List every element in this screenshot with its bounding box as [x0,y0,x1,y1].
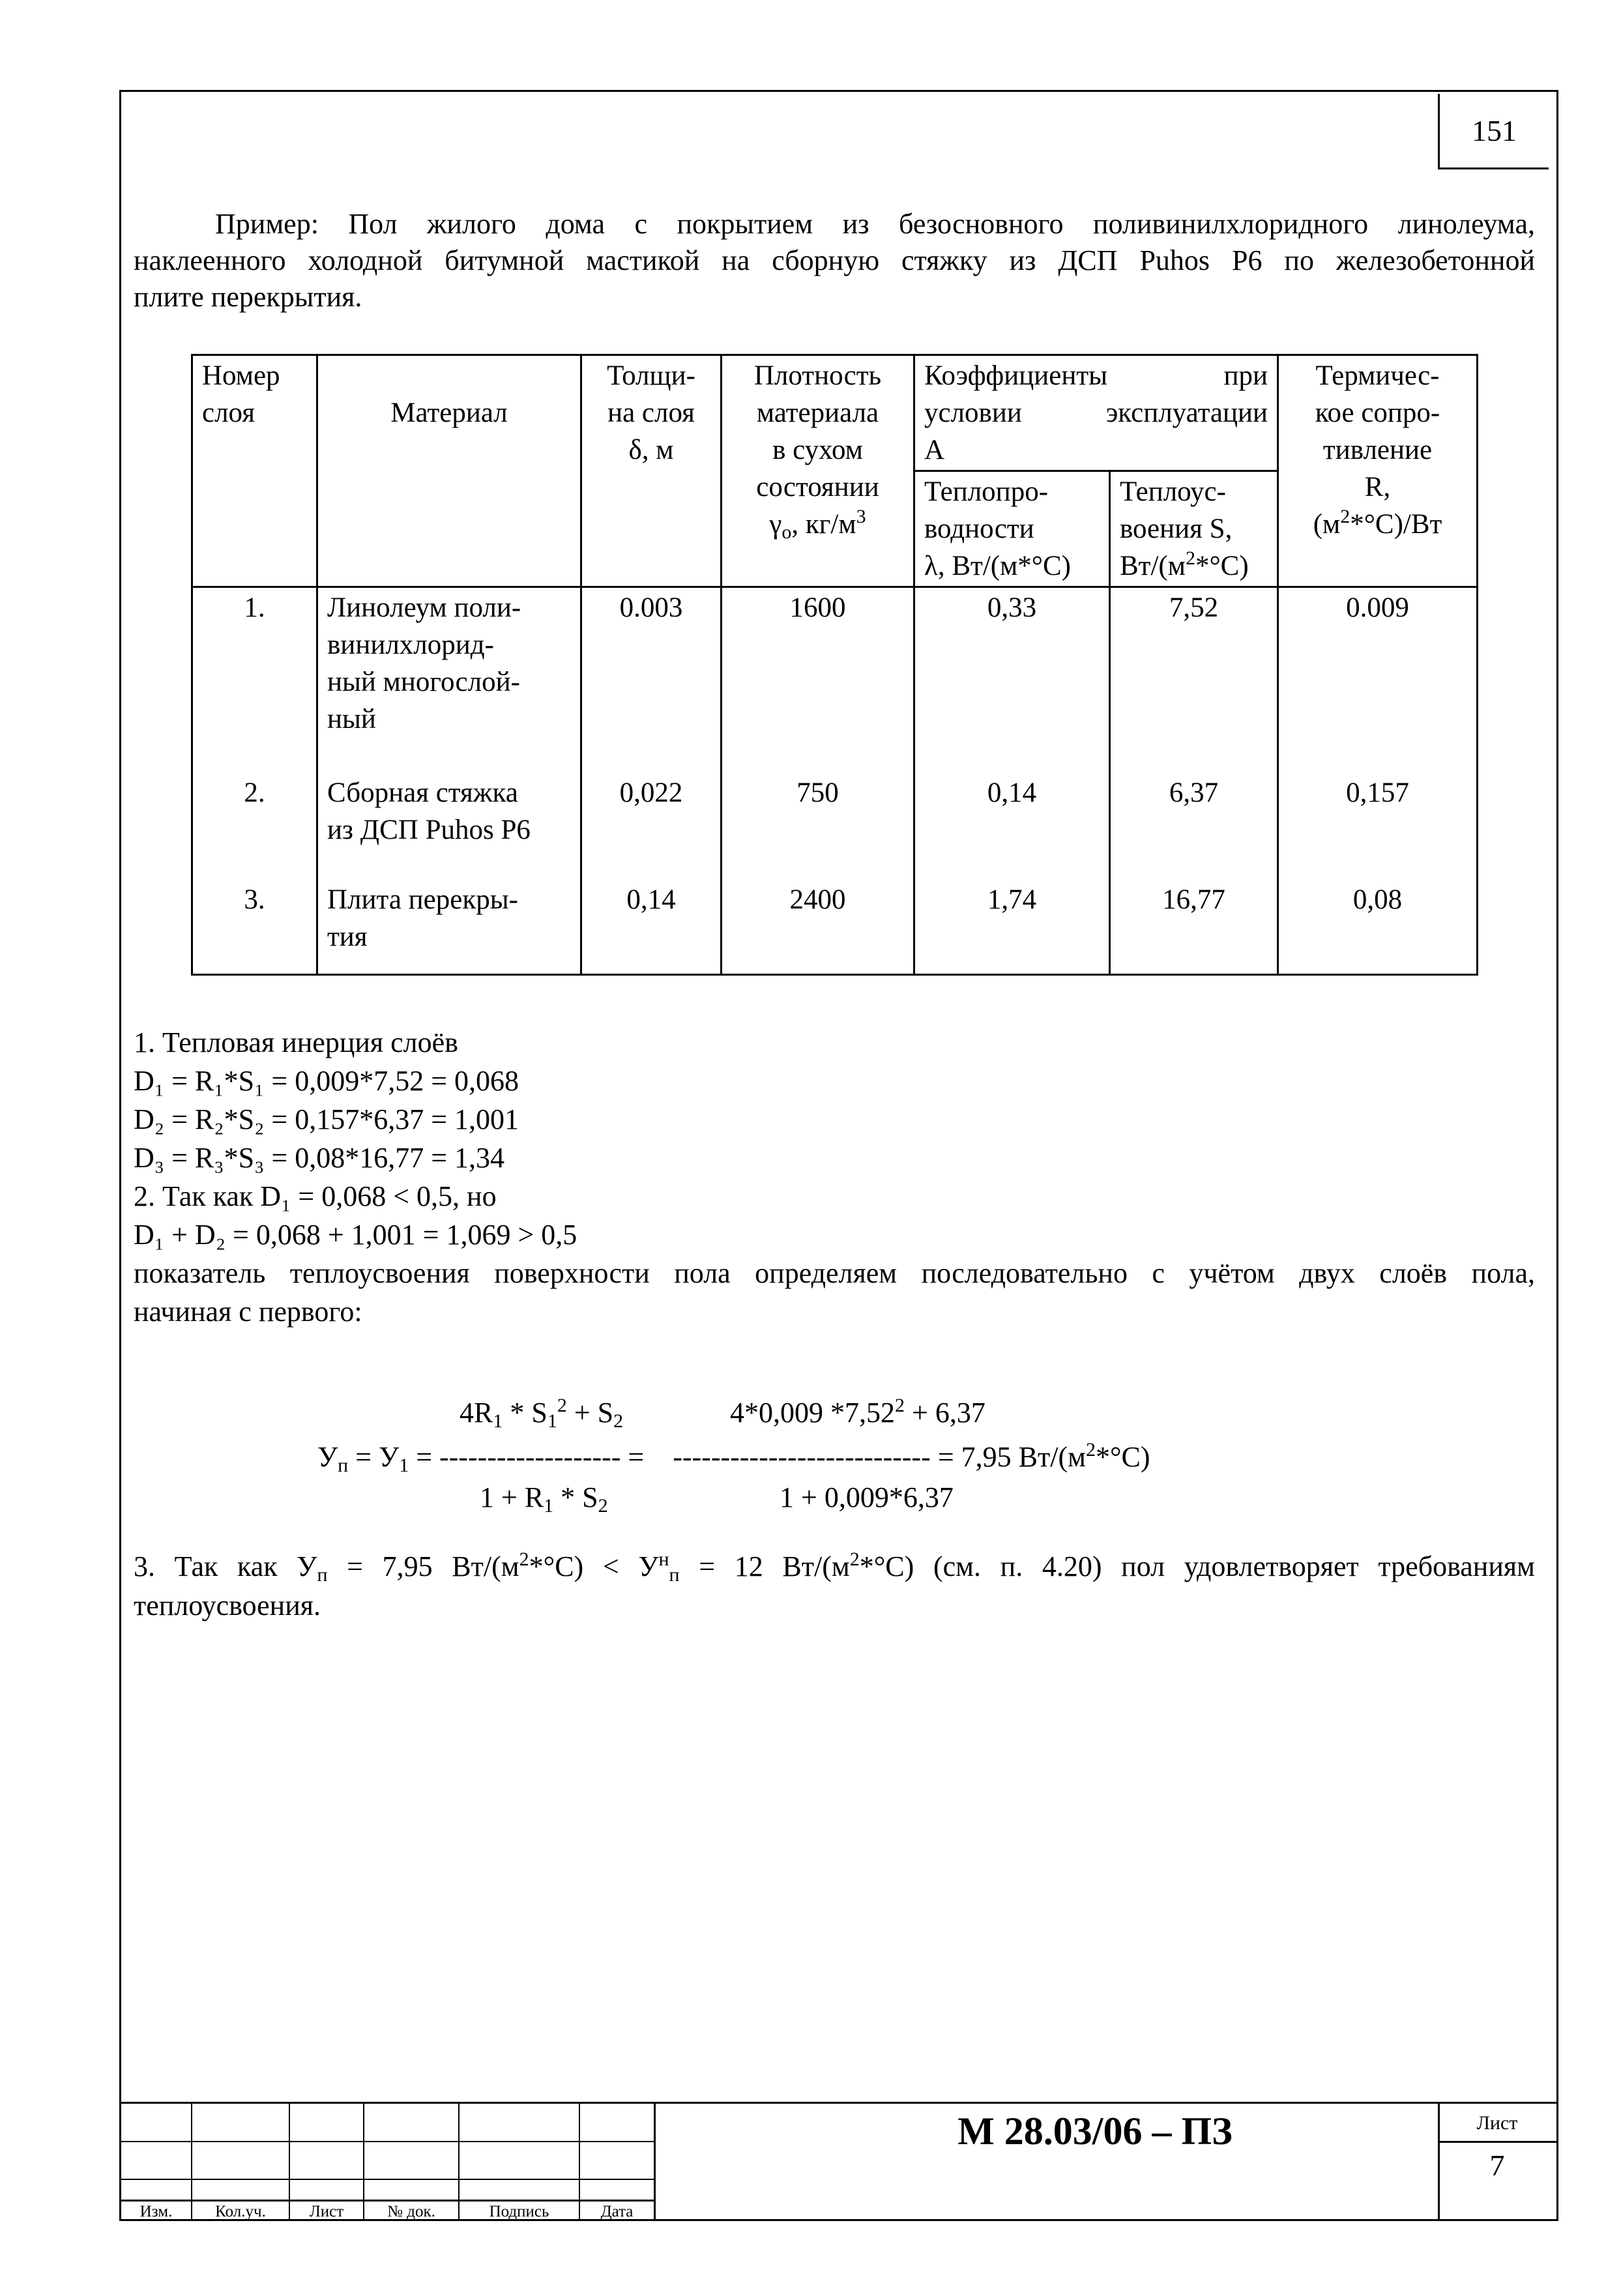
calc-step2: 2. Так как D₁ = 0,068 < 0,5, но [134,1180,497,1212]
header-absorption: Теплоус- воения S, $Вт/(м^2*^\circ С)$ [1110,471,1278,587]
calc-heading: 1. Тепловая инерция слоёв [134,1026,458,1058]
cell-r: 0.009 [1278,587,1478,774]
header-material: Материал [317,355,581,587]
calculation-section [134,1023,1535,1331]
intro-line-1: Пример: Пол жилого дома с покрытием из безосновного поливинилхлоридного линолеума, [215,208,1535,240]
table-row [192,587,1478,774]
cell-thickness: 0,14 [581,880,722,975]
cell-no: 1. [192,587,317,774]
cell-material: Линолеум поли- винилхлорид- ный многослой- ный [317,587,581,774]
sheet-number: 7 [1489,2149,1505,2182]
header-thickness: Толщи- на слоя δ, м [581,355,722,587]
page-number: 151 [1438,94,1549,169]
cell-lambda: 1,74 [914,880,1110,975]
calc-d1: D₁ = R₁*S₁ = 0,009*7,52 = 0,068 [134,1065,519,1097]
cell-s: 16,77 [1110,880,1278,975]
tb-sheet-divider [1438,2141,1558,2143]
cell-density: 750 [722,773,914,880]
cell-density: 1600 [722,587,914,774]
header-coefficients: Коэффициенты при условии эксплуатации А [914,355,1278,471]
tb-col-6 [654,2102,656,2221]
tb-top-line [119,2102,1558,2104]
cell-lambda: 0,14 [914,773,1110,880]
intro-paragraph [134,206,1535,315]
cell-material: Сборная стяжка из ДСП Puhos P6 [317,773,581,880]
header-density: Плотность материала в сухом состоянии $\gamma_o$, $кг/м^3$ [722,355,914,587]
tb-label-signature: Подпись [489,2203,549,2220]
tb-label-doc-no: № док. [387,2203,435,2220]
calc-sum: D₁ + D₂ = 0,068 + 1,001 = 1,069 > 0,5 [134,1219,577,1251]
tb-label-izm: Изм. [139,2203,173,2220]
cell-thickness: 0,022 [581,773,722,880]
formula-num-numeric: 4*0,009 $*7,52^2 + 6,37$ [730,1395,986,1429]
formula-num-symbolic: $4R_1 * S_1^2 + S_2$ [460,1395,624,1432]
conclusion-line-1: 3. Так как $У_п = 7,95$ $Вт/(м^2*^\circ С) < У^н_п = 12$ $Вт/(м^2*^\circ С)$ (см. п. 4.20) пол удовлетворяет требованиям [134,1548,1535,1586]
tb-label-list: Лист [309,2203,344,2220]
table-row [192,880,1478,975]
tb-label-date: Дата [600,2203,634,2220]
header-layer-no: Номер слоя [192,355,317,587]
formula-den-symbolic: $1 + R_1 * S_2$ [480,1481,608,1517]
calc-d3: D₃ = R₃*S₃ = 0,08*16,77 = 1,34 [134,1142,505,1174]
tb-row-line-3 [119,2200,654,2202]
cell-density: 2400 [722,880,914,975]
cell-no: 3. [192,880,317,975]
conclusion-line-2: теплоусвоения. [134,1590,321,1621]
formula-den-numeric: 1 + 0,009*6,37 [780,1481,954,1513]
cell-material: Плита перекры- тия [317,880,581,975]
intro-line-3: плите перекрытия. [134,281,362,313]
cell-lambda: 0,33 [914,587,1110,774]
calc-d2: D₂ = R₂*S₂ = 0,157*6,37 = 1,001 [134,1103,519,1135]
cell-r: 0,157 [1278,773,1478,880]
table-row [192,773,1478,880]
cell-thickness: 0.003 [581,587,722,774]
header-resistance: Термичес- кое сопро- тивление R, $(м^2*^\circ С)/Вт$ [1278,355,1478,587]
intro-line-2: наклеенного холодной битумной мастикой на сборную стяжку из ДСП Puhos P6 по железобетонной [134,244,1535,276]
cell-r: 0,08 [1278,880,1478,975]
formula-lhs: $У_п = У_1$ = ------------------- = --------------------------- = 7,95 $Вт/(м^2*^\circ С)$ [317,1439,1150,1476]
cell-s: 7,52 [1110,587,1278,774]
calc-text-1: показатель теплоусвоения поверхности пола определяем последовательно с учётом двух слоёв пола, [134,1257,1535,1289]
conclusion [134,1547,1535,1625]
layers-table [191,354,1478,976]
tb-col-7 [1438,2102,1440,2221]
cell-no: 2. [192,773,317,880]
sheet-label: Лист [1476,2112,1518,2134]
document-code: М 28.03/06 – ПЗ [957,2110,1233,2153]
calc-text-2: начиная с первого: [134,1296,362,1328]
header-conductivity: Теплопро- водности λ, Вт/(м*°С) [914,471,1110,587]
tb-label-kolich: Кол.уч. [215,2203,266,2220]
cell-s: 6,37 [1110,773,1278,880]
tb-row-line-2 [119,2179,654,2180]
tb-row-line-1 [119,2141,654,2142]
